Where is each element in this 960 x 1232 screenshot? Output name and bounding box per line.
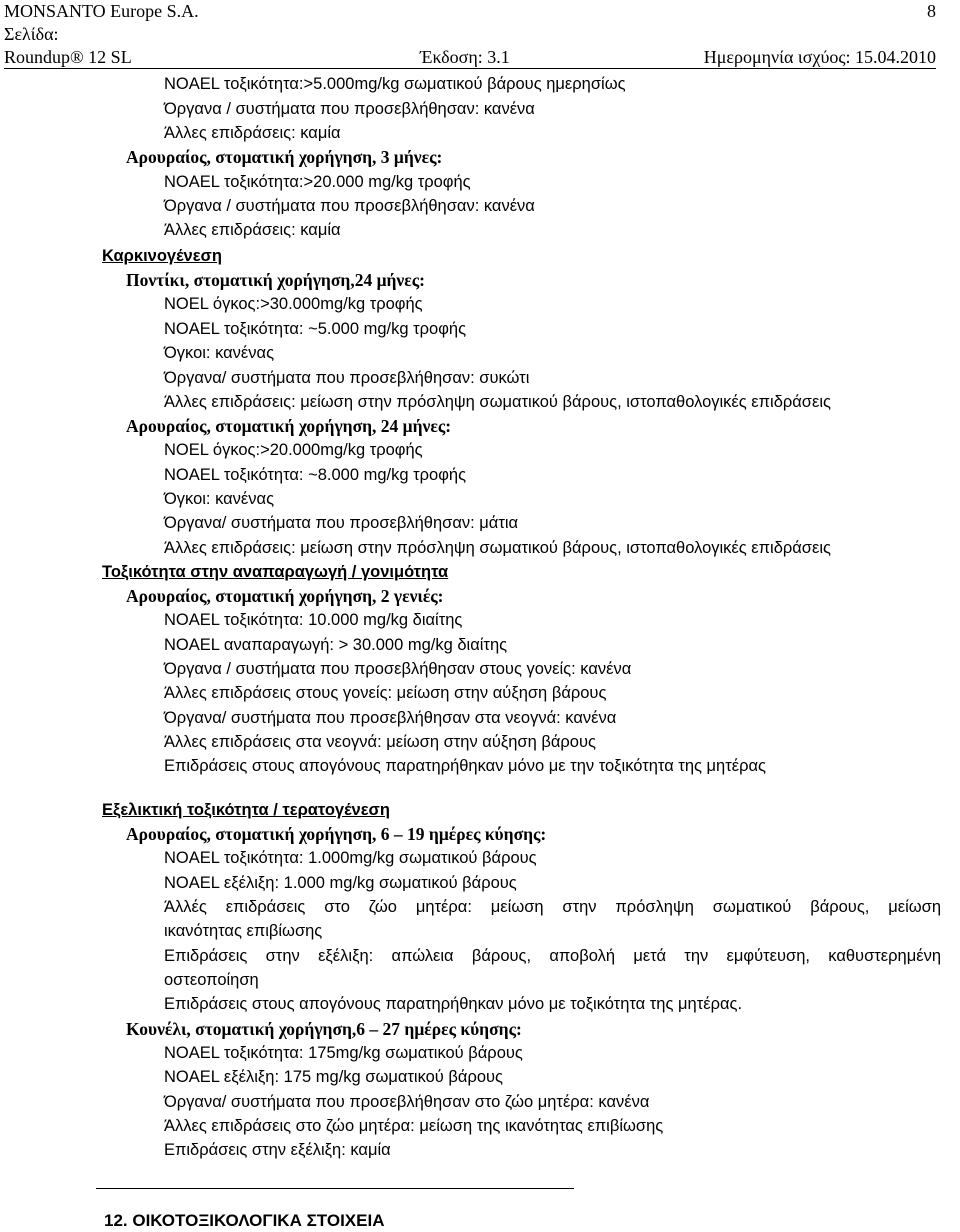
text-line: NOAEL τοξικότητα: 1.000mg/kg σωματικού βάρους <box>164 849 537 867</box>
section-heading: Εξελικτική τοξικότητα / τερατογένεση <box>102 801 390 819</box>
text-line: NOAEL τοξικότητα:>20.000 mg/kg τροφής <box>164 173 471 191</box>
text-line: Άλλες επιδράσεις: μείωση στην πρόσληψη σωματικού βάρους, ιστοπαθολογικές επιδράσεις <box>164 539 831 557</box>
text-line: NOAEL τοξικότητα: 10.000 mg/kg διαίτης <box>164 611 463 629</box>
text-line: Άλλες επιδράσεις στο ζώο μητέρα: μείωση της ικανότητας επιβίωσης <box>164 1117 664 1135</box>
text-line: Όργανα/ συστήματα που προσεβλήθησαν: μάτια <box>164 514 519 532</box>
company-name: MONSANTO Europe S.A. <box>4 1 199 21</box>
text-line: Επιδράσεις στην εξέλιξη: απώλεια βάρους, αποβολή μετά την εμφύτευση, καθυστερημένη <box>164 947 941 965</box>
text-line: Άλλες επιδράσεις: μείωση στην πρόσληψη σωματικού βάρους, ιστοπαθολογικές επιδράσεις <box>164 393 831 411</box>
text-line: Όγκοι: κανένας <box>164 344 275 362</box>
next-section-title: 12. ΟΙΚΟΤΟΞΙΚΟΛΟΓΙΚΑ ΣΤΟΙΧΕΙΑ <box>104 1211 385 1230</box>
text-line: οστεοποίηση <box>164 971 259 989</box>
subsection-heading: Κουνέλι, στοματική χορήγηση,6 – 27 ημέρες κύησης: <box>126 1019 522 1039</box>
text-line: NOAEL τοξικότητα: ~8.000 mg/kg τροφής <box>164 466 467 484</box>
text-line: NOEL όγκος:>20.000mg/kg τροφής <box>164 441 423 459</box>
text-line: Επιδράσεις στην εξέλιξη: καμία <box>164 1141 391 1159</box>
text-line: NOAEL εξέλιξη: 1.000 mg/kg σωματικού βάρους <box>164 874 517 892</box>
text-line: NOAEL αναπαραγωγή: > 30.000 mg/kg διαίτης <box>164 636 508 654</box>
footer-divider <box>96 1188 574 1189</box>
version-label: Έκδοση: 3.1 <box>420 47 510 67</box>
text-line: NOEL όγκος:>30.000mg/kg τροφής <box>164 295 423 313</box>
text-line: NOAEL τοξικότητα: 175mg/kg σωματικού βάρους <box>164 1044 523 1062</box>
text-line: Όργανα/ συστήματα που προσεβλήθησαν στο ζώο μητέρα: κανένα <box>164 1093 650 1111</box>
subsection-heading: Αρουραίος, στοματική χορήγηση, 24 μήνες: <box>126 416 452 436</box>
text-line: Άλλες επιδράσεις στα νεογνά: μείωση στην αύξηση βάρους <box>164 733 596 751</box>
text-line: Άλλες επιδράσεις: καμία <box>164 124 341 142</box>
subsection-heading: Αρουραίος, στοματική χορήγηση, 2 γενιές: <box>126 586 444 606</box>
section-heading: Τοξικότητα στην αναπαραγωγή / γονιμότητα <box>102 563 449 581</box>
text-line: Όργανα / συστήματα που προσεβλήθησαν: κανένα <box>164 197 535 215</box>
subsection-heading: Αρουραίος, στοματική χορήγηση, 3 μήνες: <box>126 147 443 167</box>
effective-date: Ημερομηνία ισχύος: 15.04.2010 <box>703 47 936 67</box>
text-line: NOAEL τοξικότητα:>5.000mg/kg σωματικού βάρους ημερησίως <box>164 75 626 93</box>
text-line: Επιδράσεις στους απογόνους παρατηρήθηκαν μόνο με τοξικότητα της μητέρας. <box>164 995 743 1013</box>
page-number: 8 <box>927 1 936 21</box>
text-line: ικανότητας επιβίωσης <box>164 922 323 940</box>
subsection-heading: Αρουραίος, στοματική χορήγηση, 6 – 19 ημέρες κύησης: <box>126 824 547 844</box>
text-line: Άλλες επιδράσεις: καμία <box>164 221 341 239</box>
text-line: Όργανα / συστήματα που προσεβλήθησαν: κανένα <box>164 100 535 118</box>
text-line: Όργανα/ συστήματα που προσεβλήθησαν στα νεογνά: κανένα <box>164 709 617 727</box>
text-line: Όργανα/ συστήματα που προσεβλήθησαν: συκώτι <box>164 369 530 387</box>
text-line: NOAEL τοξικότητα: ~5.000 mg/kg τροφής <box>164 320 467 338</box>
page-header <box>4 0 936 69</box>
page-label: Σελίδα: <box>4 24 59 44</box>
text-line: Άλλές επιδράσεις στο ζώο μητέρα: μείωση στην πρόσληψη σωματικού βάρους, μείωση <box>164 898 941 916</box>
text-line: Όγκοι: κανένας <box>164 490 275 508</box>
text-line: NOAEL εξέλιξη: 175 mg/kg σωματικού βάρους <box>164 1068 503 1086</box>
text-line: Άλλες επιδράσεις στους γονείς: μείωση στην αύξηση βάρους <box>164 684 607 702</box>
text-line: Όργανα / συστήματα που προσεβλήθησαν στους γονείς: κανένα <box>164 660 632 678</box>
subsection-heading: Ποντίκι, στοματική χορήγηση,24 μήνες: <box>126 270 425 290</box>
header-divider <box>4 68 936 69</box>
product-name: Roundup® 12 SL <box>4 47 132 67</box>
text-line: Επιδράσεις στους απογόνους παρατηρήθηκαν μόνο με την τοξικότητα της μητέρας <box>164 757 766 775</box>
section-heading: Καρκινογένεση <box>102 247 222 265</box>
